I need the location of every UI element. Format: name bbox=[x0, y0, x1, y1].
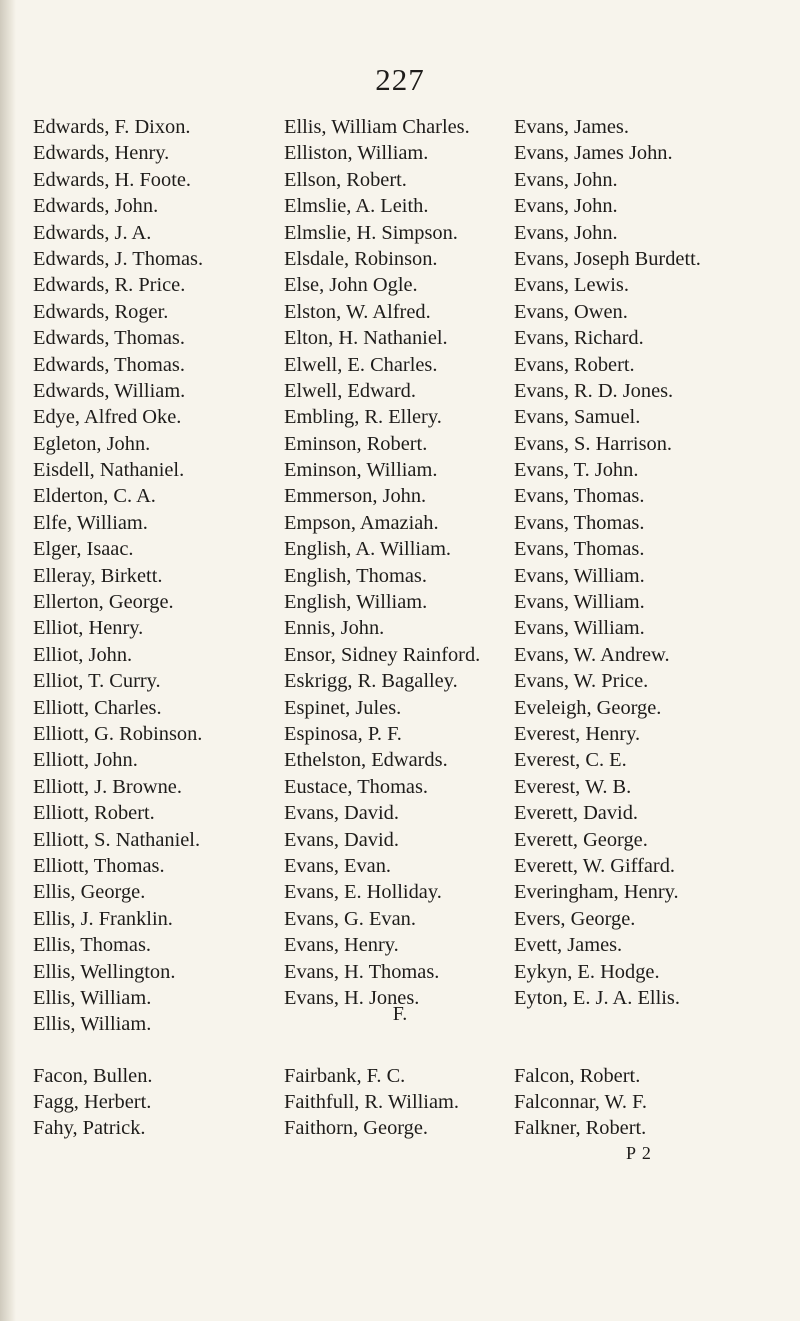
name-entry: Falkner, Robert. bbox=[514, 1117, 647, 1139]
name-entry: English, Thomas. bbox=[284, 564, 427, 587]
section-heading-f: F. bbox=[392, 1003, 408, 1025]
name-entry: Empson, Amaziah. bbox=[284, 511, 439, 534]
name-entry: Edwards, Henry. bbox=[33, 142, 170, 165]
name-entry: Elger, Isaac. bbox=[33, 538, 134, 561]
name-entry: Elderton, C. A. bbox=[33, 485, 156, 508]
name-entry: Elliott, John. bbox=[33, 749, 138, 772]
name-entry: Evans, Robert. bbox=[514, 353, 635, 376]
name-entry: Facon, Bullen. bbox=[33, 1065, 153, 1087]
name-entry: Ethelston, Edwards. bbox=[284, 749, 448, 772]
name-entry: Everett, David. bbox=[514, 802, 638, 825]
name-entry: Ennis, John. bbox=[284, 617, 385, 640]
name-entry: English, A. William. bbox=[284, 538, 452, 561]
f-name-column-3 bbox=[514, 1063, 764, 1141]
name-entry: Evans, John. bbox=[514, 221, 618, 244]
name-column-3 bbox=[514, 114, 764, 1011]
name-entry: Evans, John. bbox=[514, 168, 618, 191]
name-entry: Evans, Thomas. bbox=[514, 485, 645, 508]
name-entry: Everett, George. bbox=[514, 828, 648, 851]
name-entry: Evans, H. Jones. bbox=[284, 986, 420, 1009]
name-entry: Edye, Alfred Oke. bbox=[33, 406, 182, 429]
name-entry: Elliot, John. bbox=[33, 643, 133, 666]
signature-mark: P 2 bbox=[626, 1143, 652, 1163]
name-entry: Edwards, William. bbox=[33, 379, 186, 402]
name-entry: Elliott, Thomas. bbox=[33, 854, 165, 877]
name-entry: Everingham, Henry. bbox=[514, 881, 679, 904]
name-entry: Evans, G. Evan. bbox=[284, 907, 416, 930]
name-entry: Ellis, William. bbox=[33, 1013, 152, 1036]
name-entry: Edwards, Thomas. bbox=[33, 327, 185, 350]
name-entry: Elfe, William. bbox=[33, 511, 148, 534]
name-entry: Elliott, Robert. bbox=[33, 802, 155, 825]
name-entry: Evans, W. Price. bbox=[514, 670, 649, 693]
name-entry: Faithorn, George. bbox=[284, 1117, 429, 1139]
name-entry: Elmslie, A. Leith. bbox=[284, 195, 429, 218]
name-entry: Everest, W. B. bbox=[514, 775, 632, 798]
name-entry: Evans, William. bbox=[514, 591, 645, 614]
name-entry: Edwards, Roger. bbox=[33, 300, 169, 323]
name-entry: Ensor, Sidney Rainford. bbox=[284, 643, 481, 666]
name-entry: Eustace, Thomas. bbox=[284, 775, 429, 798]
f-name-column-1 bbox=[33, 1063, 283, 1141]
name-entry: Evans, John. bbox=[514, 195, 618, 218]
name-entry: Evers, George. bbox=[514, 907, 636, 930]
name-entry: Fahy, Patrick. bbox=[33, 1117, 146, 1139]
name-entry: Ellson, Robert. bbox=[284, 168, 407, 191]
name-entry: Evans, W. Andrew. bbox=[514, 643, 670, 666]
name-entry: Elston, W. Alfred. bbox=[284, 300, 431, 323]
name-entry: Evans, David. bbox=[284, 828, 399, 851]
name-entry: Edwards, H. Foote. bbox=[33, 168, 192, 191]
page-binding-edge bbox=[0, 0, 16, 1321]
name-entry: Evans, E. Holliday. bbox=[284, 881, 442, 904]
name-entry: Elleray, Birkett. bbox=[33, 564, 163, 587]
name-entry: Elwell, Edward. bbox=[284, 379, 416, 402]
name-entry: Ellis, George. bbox=[33, 881, 146, 904]
name-entry: Evans, H. Thomas. bbox=[284, 960, 440, 983]
name-entry: Everett, W. Giffard. bbox=[514, 854, 676, 877]
name-entry: Evans, Evan. bbox=[284, 854, 392, 877]
name-entry: Falconnar, W. F. bbox=[514, 1091, 647, 1113]
name-entry: Espinosa, P. F. bbox=[284, 722, 402, 745]
name-entry: Espinet, Jules. bbox=[284, 696, 402, 719]
name-entry: Ellerton, George. bbox=[33, 591, 174, 614]
name-entry: Fagg, Herbert. bbox=[33, 1091, 152, 1113]
name-entry: Edwards, F. Dixon. bbox=[33, 116, 191, 138]
name-entry: Evans, William. bbox=[514, 617, 645, 640]
page-number: 227 bbox=[375, 62, 425, 97]
name-entry: Evans, Lewis. bbox=[514, 274, 629, 297]
name-entry: Edwards, Thomas. bbox=[33, 353, 185, 376]
name-entry: Edwards, R. Price. bbox=[33, 274, 186, 297]
name-entry: Elmslie, H. Simpson. bbox=[284, 221, 458, 244]
name-entry: Ellis, Wellington. bbox=[33, 960, 176, 983]
name-entry: Edwards, J. A. bbox=[33, 221, 152, 244]
name-entry: Falcon, Robert. bbox=[514, 1065, 641, 1087]
name-entry: Evans, Richard. bbox=[514, 327, 644, 350]
name-entry: Faithfull, R. William. bbox=[284, 1091, 459, 1113]
name-entry: Elwell, E. Charles. bbox=[284, 353, 438, 376]
name-entry: Elliott, J. Browne. bbox=[33, 775, 182, 798]
name-entry: Eskrigg, R. Bagalley. bbox=[284, 670, 458, 693]
name-entry: Embling, R. Ellery. bbox=[284, 406, 442, 429]
name-entry: Everest, Henry. bbox=[514, 722, 641, 745]
name-entry: Everest, C. E. bbox=[514, 749, 627, 772]
name-entry: Fairbank, F. C. bbox=[284, 1065, 406, 1087]
name-entry: English, William. bbox=[284, 591, 428, 614]
name-entry: Evans, Owen. bbox=[514, 300, 628, 323]
name-entry: Ellis, Thomas. bbox=[33, 934, 152, 957]
name-entry: Ellis, William Charles. bbox=[284, 116, 470, 138]
name-entry: Else, John Ogle. bbox=[284, 274, 418, 297]
name-entry: Evans, T. John. bbox=[514, 459, 639, 482]
name-entry: Evans, James John. bbox=[514, 142, 673, 165]
name-entry: Elliot, Henry. bbox=[33, 617, 144, 640]
name-entry: Emmerson, John. bbox=[284, 485, 427, 508]
name-entry: Evett, James. bbox=[514, 934, 623, 957]
f-name-column-2 bbox=[284, 1063, 534, 1141]
name-entry: Elsdale, Robinson. bbox=[284, 247, 438, 270]
name-entry: Evans, Henry. bbox=[284, 934, 399, 957]
name-entry: Edwards, John. bbox=[33, 195, 159, 218]
name-entry: Elton, H. Nathaniel. bbox=[284, 327, 448, 350]
name-entry: Eminson, Robert. bbox=[284, 432, 428, 455]
name-entry: Evans, R. D. Jones. bbox=[514, 379, 674, 402]
name-entry: Edwards, J. Thomas. bbox=[33, 247, 204, 270]
name-entry: Evans, James. bbox=[514, 116, 629, 138]
name-entry: Evans, Joseph Burdett. bbox=[514, 247, 701, 270]
name-entry: Ellis, William. bbox=[33, 986, 152, 1009]
name-entry: Eveleigh, George. bbox=[514, 696, 662, 719]
name-entry: Eyton, E. J. A. Ellis. bbox=[514, 986, 680, 1009]
name-entry: Eykyn, E. Hodge. bbox=[514, 960, 660, 983]
name-entry: Elliot, T. Curry. bbox=[33, 670, 161, 693]
name-entry: Evans, William. bbox=[514, 564, 645, 587]
name-entry: Egleton, John. bbox=[33, 432, 151, 455]
name-column-1 bbox=[33, 114, 283, 1038]
name-entry: Elliston, William. bbox=[284, 142, 429, 165]
name-entry: Eminson, William. bbox=[284, 459, 438, 482]
name-entry: Evans, S. Harrison. bbox=[514, 432, 673, 455]
name-entry: Evans, Thomas. bbox=[514, 511, 645, 534]
name-entry: Evans, Thomas. bbox=[514, 538, 645, 561]
name-entry: Evans, David. bbox=[284, 802, 399, 825]
name-entry: Eisdell, Nathaniel. bbox=[33, 459, 185, 482]
name-column-2 bbox=[284, 114, 534, 1011]
name-entry: Evans, Samuel. bbox=[514, 406, 641, 429]
name-entry: Elliott, G. Robinson. bbox=[33, 722, 203, 745]
name-entry: Ellis, J. Franklin. bbox=[33, 907, 173, 930]
name-entry: Elliott, Charles. bbox=[33, 696, 162, 719]
name-entry: Elliott, S. Nathaniel. bbox=[33, 828, 201, 851]
